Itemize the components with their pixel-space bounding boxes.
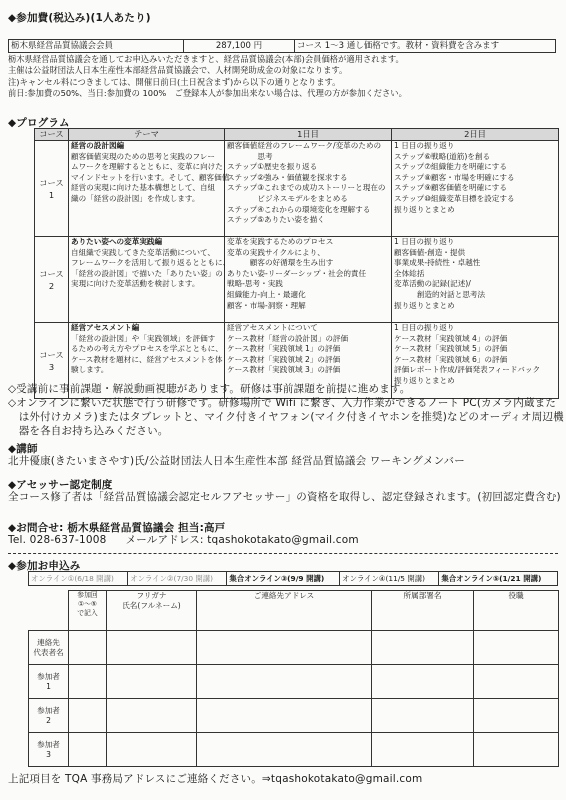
note-line: は外付けカメラ)またはタブレットと、マイク付きイヤフォン(マイク付きイヤホンを推奨)などのオーディオ周辺機 (8, 411, 564, 423)
form-cell-name[interactable] (107, 733, 197, 767)
assessor-text: 全コース修了者は「経営品質協議会認定セルフアセッサー」の資格を取得し、認定登録されます。(初回認定費含む) (8, 491, 561, 503)
program-header-day2: 2日目 (392, 129, 559, 141)
form-row-label: 参加者 2 (29, 699, 69, 733)
contact-heading: ◆お問合せ: 栃木県経営品質協議会 担当:高戸 (8, 522, 226, 534)
form-header-dept: 所属部署名 (372, 591, 474, 631)
fee-heading: ◆参加費(税込み)(1人あたり) (8, 12, 151, 24)
form-corner (29, 591, 69, 631)
program-header-course: コース (35, 129, 69, 141)
form-footer: 上記項目を TQA 事務局アドレスにご連絡ください。⇒tqashokotakato@gmail.com (8, 773, 423, 785)
fee-table (8, 39, 556, 53)
note-line: 器を各自お持ち込みください。 (8, 425, 169, 437)
session-option[interactable]: オンライン①(6/18 開講) (29, 572, 128, 586)
form-cell-name[interactable] (107, 699, 197, 733)
form-cell-dept[interactable] (372, 699, 474, 733)
course-1-day1: 顧客価値経営のフレームワーク/変革のための 思考 ステップ①歴史を振り返る ステップ②強み・価値観を探求する ステップ③これまでの成功ストーリーと現在の ビジネスモデルをまとめる ステップ④これからの環境変化を理解する ステップ⑤ありたい姿を描く (225, 141, 392, 237)
form-cell-role[interactable] (474, 631, 559, 665)
form-cell-session[interactable] (69, 699, 107, 733)
instructor-heading: ◆講師 (8, 443, 38, 455)
form-cell-email[interactable] (197, 665, 372, 699)
course-3-day2: 1 日目の振り返り ケース教材「実践領域 4」の評価 ケース教材「実践領域 5」の評価 ケース教材「実践領域 6」の評価 評価レポート作成/評価発表フィードバック 振り返りとまとめ (392, 323, 559, 399)
program-heading: ◆プログラム (8, 117, 70, 129)
form-cell-email[interactable] (197, 631, 372, 665)
contact-tel: Tel. 028-637-1008 (8, 534, 107, 546)
course-2-day2: 1 日目の振り返り 顧客価値-創造・提供 事業成果-持続性・卓越性 全体総括 変革活動の記録(記述)/ 創造的対話と思考法 振り返りとまとめ (392, 237, 559, 323)
session-option[interactable]: 集合オンライン⑤(1/21 開講) (439, 572, 558, 586)
form-header-session: 参加回 ①〜⑤ で記入 (69, 591, 107, 631)
form-cell-email[interactable] (197, 699, 372, 733)
form-cell-session[interactable] (69, 733, 107, 767)
form-cell-role[interactable] (474, 699, 559, 733)
form-cell-dept[interactable] (372, 665, 474, 699)
form-cell-role[interactable] (474, 665, 559, 699)
form-cell-role[interactable] (474, 733, 559, 767)
fee-notes (8, 54, 407, 100)
notes (8, 382, 564, 438)
course-1-theme: 経営の設計図編 顧客価値実現のための思考と実践のフレー ムワークを理解するとともに、変革に向けた マインドセットを行います。そして、顧客価値 経営の実現に向けた基本構想として、自組 織の「経営の設計図」を作成します。 (69, 141, 225, 237)
course-1-label: コース 1 (35, 141, 69, 237)
application-form (28, 590, 559, 767)
form-cell-email[interactable] (197, 733, 372, 767)
form-row-label: 参加者 1 (29, 665, 69, 699)
instructor-text: 北井優康(きたいまさやす)氏/公益財団法人日本生産性本部 経営品質協議会 ワーキングメンバー (8, 455, 465, 467)
form-cell-dept[interactable] (372, 631, 474, 665)
fee-line: 前日:参加費の50%、当日:参加費の 100% ご登録本人が参加出来ない場合は、代理の方が参加ください。 (8, 88, 407, 99)
form-cell-dept[interactable] (372, 733, 474, 767)
form-header-role: 役職 (474, 591, 559, 631)
course-3-label: コース 3 (35, 323, 69, 399)
fee-member-label: 栃木県経営品質協議会会員 (9, 40, 184, 53)
program-header-day1: 1日目 (225, 129, 392, 141)
note-line: ◇オンラインに繋いだ状態で行う研修です。研修場所で Wifi に繋ぎ、入力作業ができるノート PC(カメラ内蔵また (8, 397, 557, 409)
course-1-day2: 1 日目の振り返り ステップ⑥戦略(道筋)を創る ステップ⑦組織能力を明確にする ステップ⑧顧客・市場を明確にする ステップ⑨顧客価値を明確にする ステップ⑩組織変革目標を設定する 振り返りとまとめ (392, 141, 559, 237)
form-header-name: フリガナ 氏名(フルネーム) (107, 591, 197, 631)
fee-line: 注)キャンセル料につきましては、開催日前日(土日祝含まず)から以下の通りとなります。 (8, 76, 341, 87)
form-cell-name[interactable] (107, 665, 197, 699)
session-table (28, 571, 558, 586)
session-option[interactable]: 集合オンライン③(9/9 開講) (227, 572, 340, 586)
course-2-theme: ありたい姿への変革実践編 自組織で実践してきた変革活動について、 フレームワークを活用して振り返るとともに、 「経営の設計図」で描いた「ありたい姿」の 実現に向けた変革活動を検討します。 (69, 237, 225, 323)
note-line: ◇受講前に事前課題・解説動画視聴があります。研修は事前課題を前提に進めます。 (8, 383, 411, 395)
program-table (34, 128, 559, 399)
course-2-label: コース 2 (35, 237, 69, 323)
session-option[interactable]: オンライン④(11/5 開講) (340, 572, 439, 586)
form-cell-session[interactable] (69, 631, 107, 665)
form-cell-name[interactable] (107, 631, 197, 665)
course-3-day1: 経営アセスメントについて ケース教材「経営の設計図」の評価 ケース教材「実践領域 1」の評価 ケース教材「実践領域 2」の評価 ケース教材「実践領域 3」の評価 (225, 323, 392, 399)
fee-amount: 287,100 円 (184, 40, 295, 53)
program-header-theme: テーマ (69, 129, 225, 141)
form-header-email: ご連絡先アドレス (197, 591, 372, 631)
fee-line: 栃木県経営品質協議会を通してお申込みいただきますと、経営品質協議会(本部)会員価格が適用されます。 (8, 54, 404, 64)
assessor-heading: ◆アセッサー認定制度 (8, 479, 113, 491)
fee-note: コース 1〜3 通し価格です。教材・資料費を含みます (295, 40, 556, 53)
form-cell-session[interactable] (69, 665, 107, 699)
form-row-label: 参加者 3 (29, 733, 69, 767)
contact-line (8, 535, 359, 546)
fee-line: 主催は公益財団法人日本生産性本部経営品質協議会で、人材開発助成金の対象になります。 (8, 65, 348, 76)
form-row-label: 連絡先 代表者名 (29, 631, 69, 665)
form-heading: ◆参加お申込み (8, 553, 558, 573)
course-2-day1: 変革を実践するためのプロセス 変革の実践サイクルにより、 顧客の好循環を生み出す ありたい姿-リーダーシップ・社会的責任 戦略-思考・実践 組織能力-向上・最適化 顧客・市場-洞察・理解 (225, 237, 392, 323)
contact-mail: メールアドレス: tqashokotakato@gmail.com (125, 534, 359, 546)
session-option[interactable]: オンライン②(7/30 開講) (128, 572, 227, 586)
course-3-theme: 経営アセスメント編 「経営の設計図」や「実践領域」を評価す るための考え方やプロセスを学ぶとともに、 ケース教材を題材に、経営アセスメントを体 験します。 (69, 323, 225, 399)
